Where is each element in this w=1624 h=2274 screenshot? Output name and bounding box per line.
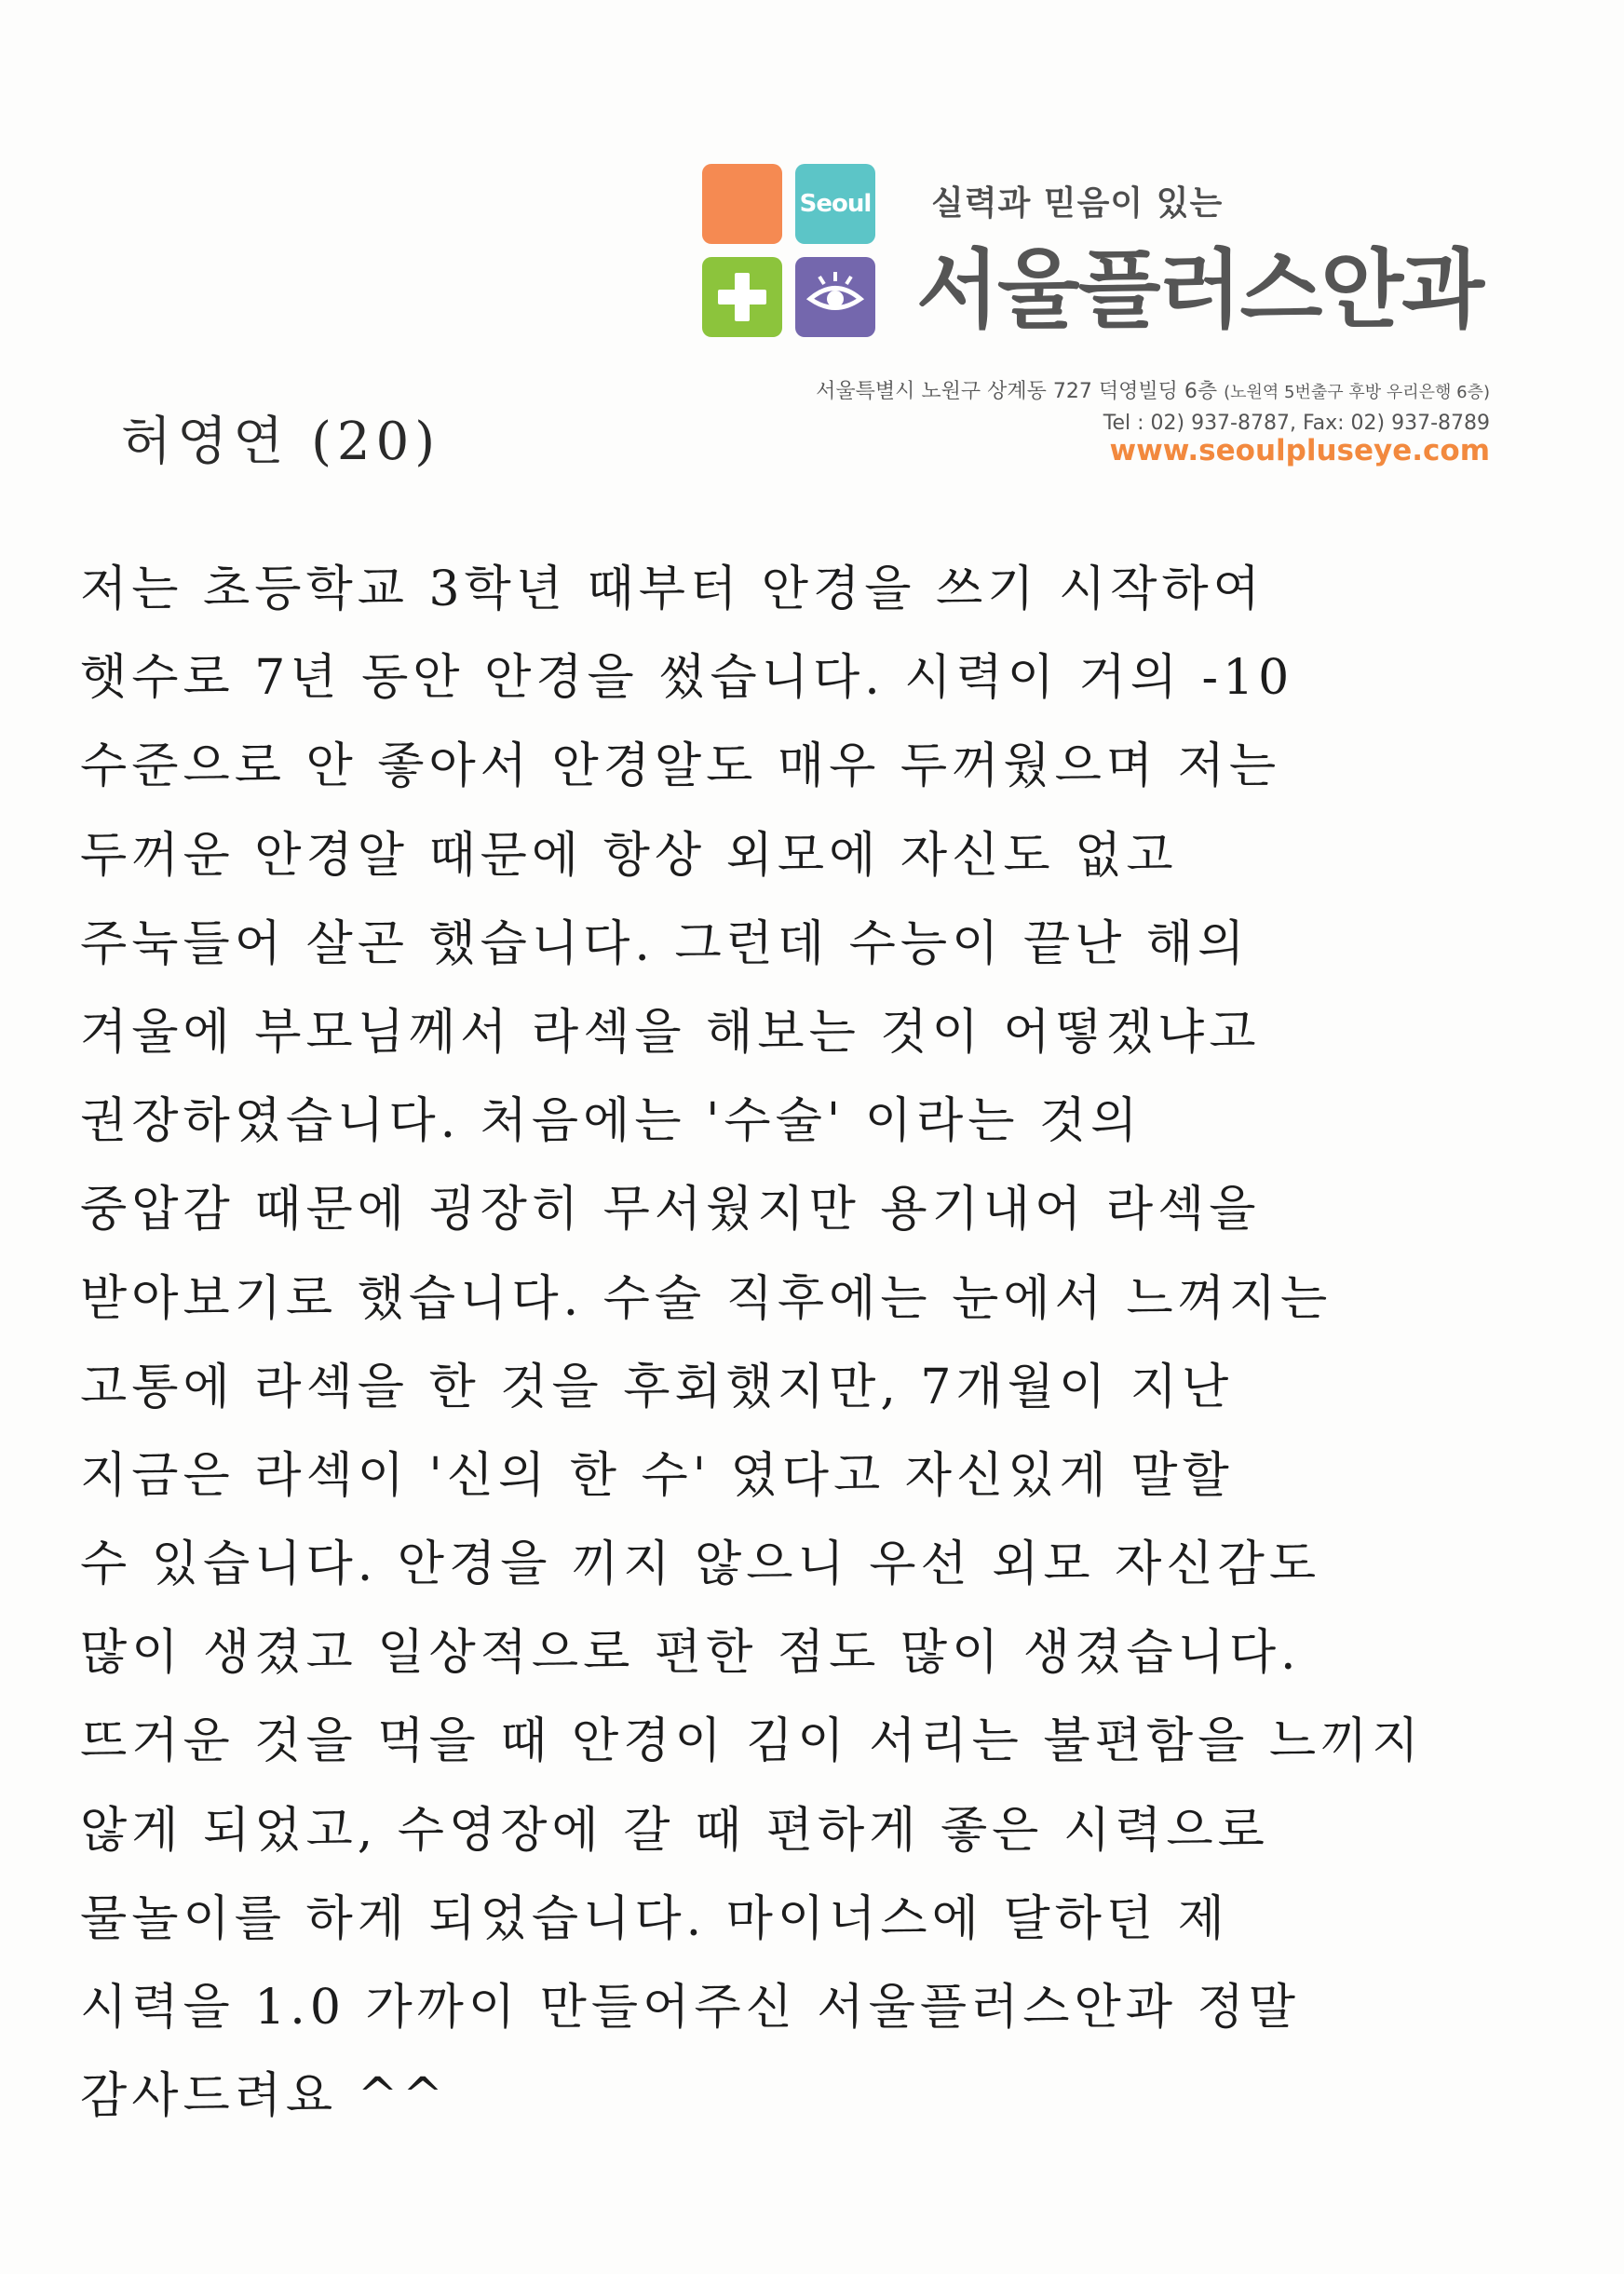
clinic-phone-fax: Tel : 02) 937-8787, Fax: 02) 937-8789 [1103, 412, 1490, 435]
letter-line: 뜨거운 것을 먹을 때 안경이 김이 서리는 불편함을 느끼지 [80, 1713, 1424, 1770]
letter-line: 주눅들어 살곤 했습니다. 그런데 수능이 끝난 해의 [80, 915, 1250, 972]
letter-line: 중압감 때문에 굉장히 무서웠지만 용기내어 라섹을 [80, 1182, 1261, 1239]
letter-line: 지금은 라섹이 '신의 한 수' 였다고 자신있게 말할 [80, 1447, 1234, 1504]
address-note: (노원역 5번출구 후방 우리은행 6층) [1224, 383, 1490, 402]
handwritten-letter [80, 549, 1551, 2145]
letter-line: 감사드려요 ^^ [80, 2068, 448, 2125]
clinic-address [816, 375, 1490, 404]
clinic-name: 서울플러스안과 [916, 240, 1483, 340]
eye-icon [795, 257, 875, 337]
letter-line: 않게 되었고, 수영장에 갈 때 편하게 좋은 시력으로 [80, 1802, 1269, 1859]
clinic-website: www.seoulpluseye.com [1109, 434, 1490, 467]
clinic-tagline: 실력과 믿음이 있는 [931, 184, 1224, 223]
letter-line: 많이 생겼고 일상적으로 편한 점도 많이 생겼습니다. [80, 1625, 1301, 1682]
letter-line: 겨울에 부모님께서 라섹을 해보는 것이 어떻겠냐고 [80, 1004, 1261, 1061]
author-name: 허영연 (20) [121, 412, 441, 472]
letter-line: 고통에 라섹을 한 것을 후회했지만, 7개월이 지난 [80, 1359, 1234, 1415]
letter-line: 햇수로 7년 동안 안경을 썼습니다. 시력이 거의 -10 [80, 650, 1294, 707]
clinic-logo [702, 164, 875, 337]
logo-badge: Seoul [795, 164, 875, 244]
address-main: 서울특별시 노원구 상계동 727 덕영빌딩 6층 [816, 380, 1218, 403]
letter-line: 수준으로 안 좋아서 안경알도 매우 두꺼웠으며 저는 [80, 738, 1281, 795]
letter-line: 수 있습니다. 안경을 끼지 않으니 우선 외모 자신감도 [80, 1536, 1321, 1593]
plus-icon [702, 257, 782, 337]
letter-line: 권장하였습니다. 처음에는 '수술' 이라는 것의 [80, 1093, 1143, 1150]
logo-tile-orange [702, 164, 782, 244]
letter-line: 받아보기로 했습니다. 수술 직후에는 눈에서 느껴지는 [80, 1270, 1333, 1327]
letter-line: 두꺼운 안경알 때문에 항상 외모에 자신도 없고 [80, 827, 1178, 884]
letter-line: 물놀이를 하게 되었습니다. 마이너스에 달하던 제 [80, 1890, 1229, 1947]
letter-line: 시력을 1.0 가까이 만들어주신 서울플러스안과 정말 [80, 1980, 1300, 2036]
letter-line: 저는 초등학교 3학년 때부터 안경을 쓰기 시작하여 [80, 562, 1265, 617]
